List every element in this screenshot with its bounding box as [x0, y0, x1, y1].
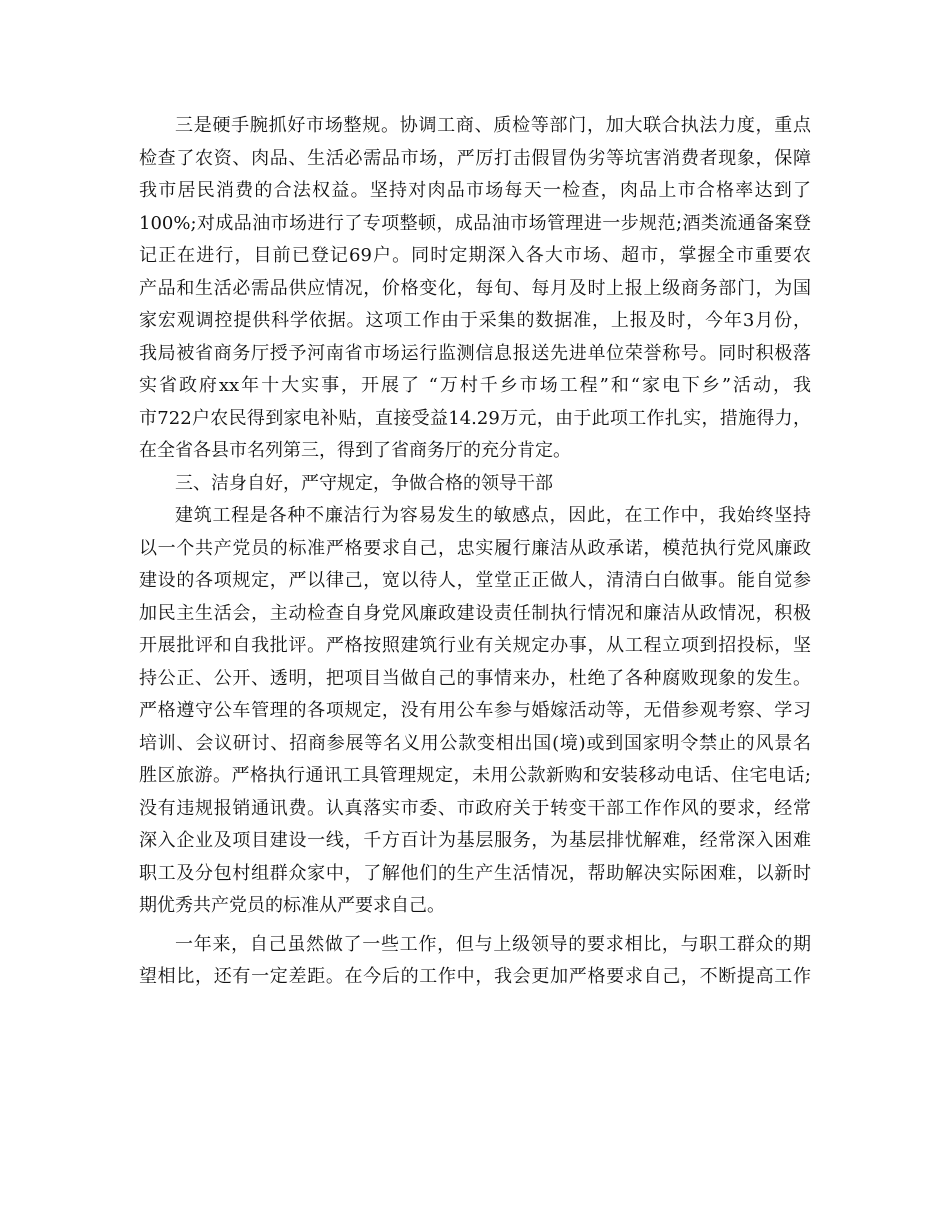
paragraph-line: 职工及分包村组群众家中，了解他们的生产生活情况，帮助解决实际困难，以新时 [139, 862, 811, 884]
document-body [139, 110, 811, 994]
paragraph-line: 在全省各县市名列第三，得到了省商务厅的充分肯定。 [139, 440, 571, 461]
paragraph-line: 100%;对成品油市场进行了专项整顿，成品油市场管理进一步规范;酒类流通备案登 [139, 212, 811, 234]
paragraph-line: 实省政府xx年十大实事，开展了 “万村千乡市场工程”和“家电下乡”活动，我 [139, 375, 811, 396]
paragraph-line: 加民主生活会，主动检查自身党风廉政建设责任制执行情况和廉洁从政情况，积极 [139, 602, 811, 624]
paragraph-line: 产品和生活必需品供应情况，价格变化，每旬、每月及时上报上级商务部门，为国 [139, 277, 811, 299]
paragraph-line: 检查了农资、肉品、生活必需品市场，严厉打击假冒伪劣等坑害消费者现象，保障 [139, 147, 811, 169]
paragraph-line: 三是硬手腕抓好市场整规。协调工商、质检等部门，加大联合执法力度，重点 [175, 115, 811, 136]
paragraph-line: 建筑工程是各种不廉洁行为容易发生的敏感点，因此，在工作中，我始终坚持 [175, 505, 811, 526]
paragraph-line: 期优秀共产党员的标准从严要求自己。 [139, 895, 445, 916]
paragraph-line: 我局被省商务厅授予河南省市场运行监测信息报送先进单位荣誉称号。同时积极落 [139, 342, 811, 364]
paragraph-line: 以一个共产党员的标准严格要求自己，忠实履行廉洁从政承诺，模范执行党风廉政 [139, 537, 811, 559]
paragraph-line: 家宏观调控提供科学依据。这项工作由于采集的数据准，上报及时，今年3月份， [139, 310, 811, 331]
paragraph-line: 一年来，自己虽然做了一些工作，但与上级领导的要求相比，与职工群众的期 [175, 933, 811, 955]
paragraph-line: 市722户农民得到家电补贴，直接受益14.29万元，由于此项工作扎实，措施得力， [139, 407, 811, 429]
paragraph-line: 持公正、公开、透明，把项目当做自己的事情来办，杜绝了各种腐败现象的发生。 [139, 667, 811, 689]
paragraph-line: 建设的各项规定，严以律己，宽以待人，堂堂正正做人，清清白白做事。能自觉参 [139, 570, 811, 591]
paragraph-line: 没有违规报销通讯费。认真落实市委、市政府关于转变干部工作作风的要求，经常 [139, 797, 811, 819]
paragraph-line: 开展批评和自我批评。严格按照建筑行业有关规定办事，从工程立项到招投标，坚 [139, 635, 811, 656]
paragraph-line: 严格遵守公车管理的各项规定，没有用公车参与婚嫁活动等，无借参观考察、学习 [139, 700, 811, 721]
paragraph-line: 胜区旅游。严格执行通讯工具管理规定，未用公款新购和安装移动电话、住宅电话; [139, 765, 811, 786]
paragraph-line: 我市居民消费的合法权益。坚持对肉品市场每天一检查，肉品上市合格率达到了 [139, 180, 811, 201]
paragraph-line: 培训、会议研讨、招商参展等名义用公款变相出国(境)或到国家明令禁止的风景名 [139, 732, 811, 754]
paragraph-line: 记正在进行，目前已登记69户。同时定期深入各大市场、超市，掌握全市重要农 [139, 245, 811, 266]
section-heading: 三、洁身自好，严守规定，争做合格的领导干部 [175, 472, 553, 494]
paragraph-line: 深入企业及项目建设一线，千方百计为基层服务，为基层排忧解难，经常深入困难 [139, 830, 811, 851]
paragraph-line: 望相比，还有一定差距。在今后的工作中，我会更加严格要求自己，不断提高工作 [139, 966, 811, 987]
